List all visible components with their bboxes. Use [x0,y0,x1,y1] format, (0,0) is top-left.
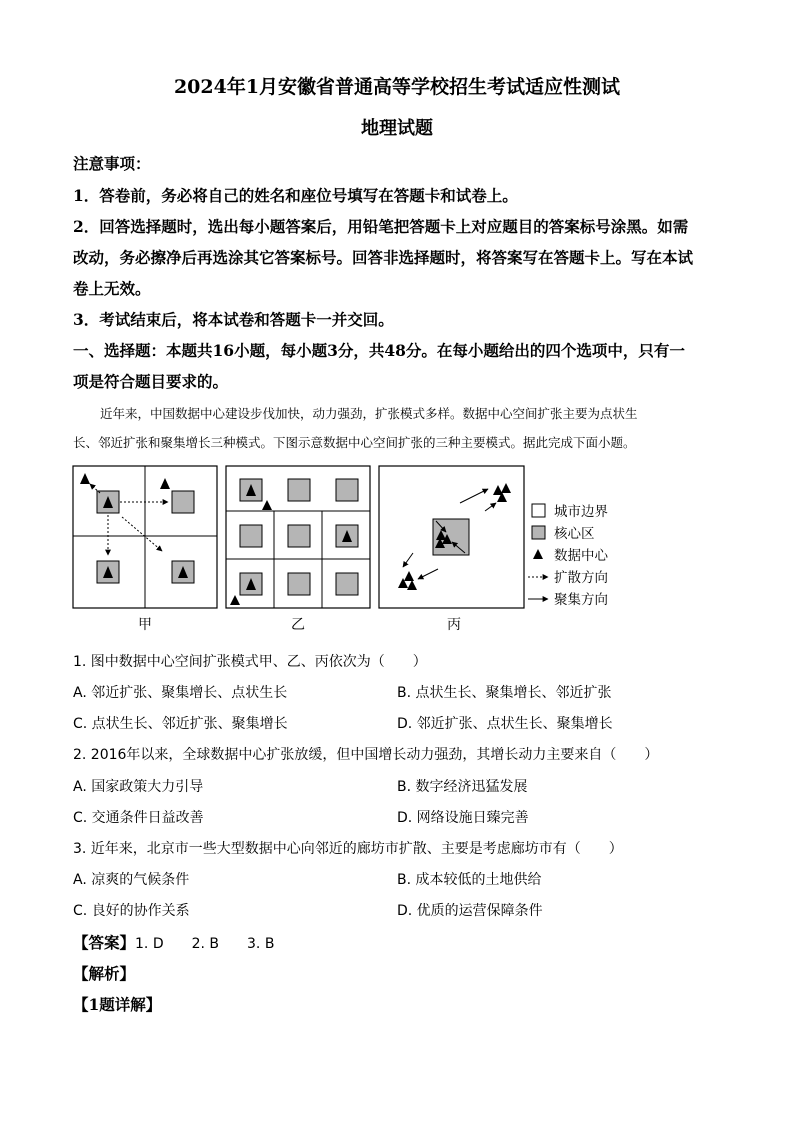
notice-item: 卷上无效。 [73,279,151,298]
panel-label-yi: 乙 [291,617,305,633]
legend-core-swatch [532,526,545,539]
legend-city-boundary: 城市边界 [554,504,608,520]
notice-heading: 注意事项： [73,154,151,173]
panel-label-jia: 甲 [138,617,152,633]
expansion-modes-figure [70,463,630,641]
intro-text: 近年来，中国数据中心建设步伐加快，动力强劲，扩张模式多样。数据中心空间扩张主要为点状生 [100,406,638,421]
legend-diffuse: 扩散方向 [554,570,608,586]
answer-text: 1. D 2. B 3. B [135,936,275,952]
question-1-option-b: B. 点状生长、聚集增长、邻近扩张 [397,685,612,701]
question-2-option-d: D. 网络设施日臻完善 [397,810,529,826]
question-3-option-d: D. 优质的运营保障条件 [397,903,543,919]
panel-yi [226,466,370,608]
answer-line [73,931,274,953]
detail-heading: 【1题详解】 [73,995,162,1014]
question-2-option-c: C. 交通条件日益改善 [73,810,204,826]
question-stem-1: 1. 图中数据中心空间扩张模式甲、乙、丙依次为（ ） [73,654,427,670]
answer-label: 【答案】 [73,933,136,952]
notice-item: 1．答卷前，务必将自己的姓名和座位号填写在答题卡和试卷上。 [73,186,518,205]
question-1-option-a: A. 邻近扩张、聚集增长、点状生长 [73,685,288,701]
legend-datacenter: 数据中心 [554,548,608,564]
notice-item: 改动，务必擦净后再选涂其它答案标号。回答非选择题时，将答案写在答题卡上。写在本试 [73,248,694,267]
analysis-heading: 【解析】 [73,964,136,983]
panel-label-bing: 丙 [447,617,461,633]
question-2-option-a: A. 国家政策大力引导 [73,779,204,795]
question-2-option-b: B. 数字经济迅猛发展 [397,779,528,795]
legend-core: 核心区 [554,526,595,542]
notice-item: 3．考试结束后，将本试卷和答题卡一并交回。 [73,310,394,329]
intro-text: 长、邻近扩张和聚集增长三种模式。下图示意数据中心空间扩张的三种主要模式。据此完成下面小题。 [73,435,636,450]
question-1-option-d: D. 邻近扩张、点状生长、聚集增长 [397,716,613,732]
section-heading-cont: 项是符合题目要求的。 [73,372,229,391]
question-stem-2: 2. 2016年以来，全球数据中心扩张放缓，但中国增长动力强劲，其增长动力主要来自（ ） [73,747,659,763]
question-3-option-a: A. 凉爽的气候条件 [73,872,190,888]
panel-bing [379,466,524,608]
question-stem-3: 3. 近年来，北京市一些大型数据中心向邻近的廊坊市扩散、主要是考虑廊坊市有（ ） [73,841,623,857]
question-3-option-c: C. 良好的协作关系 [73,903,190,919]
legend-gather: 聚集方向 [554,592,608,608]
question-1-option-c: C. 点状生长、邻近扩张、聚集增长 [73,716,288,732]
notice-item: 2．回答选择题时，选出每小题答案后，用铅笔把答题卡上对应题目的答案标号涂黑。如需 [73,217,689,236]
page-subtitle: 地理试题 [361,118,433,139]
section-heading: 一、选择题：本题共16小题，每小题3分，共48分。在每小题给出的四个选项中，只有一 [73,341,685,360]
question-3-option-b: B. 成本较低的土地供给 [397,872,542,888]
legend-datacenter-icon [533,549,543,559]
panel-jia [73,466,217,608]
page-title: 2024年1月安徽省普通高等学校招生考试适应性测试 [173,76,621,98]
legend-city-boundary-swatch [532,504,545,517]
figure-legend [528,504,608,608]
